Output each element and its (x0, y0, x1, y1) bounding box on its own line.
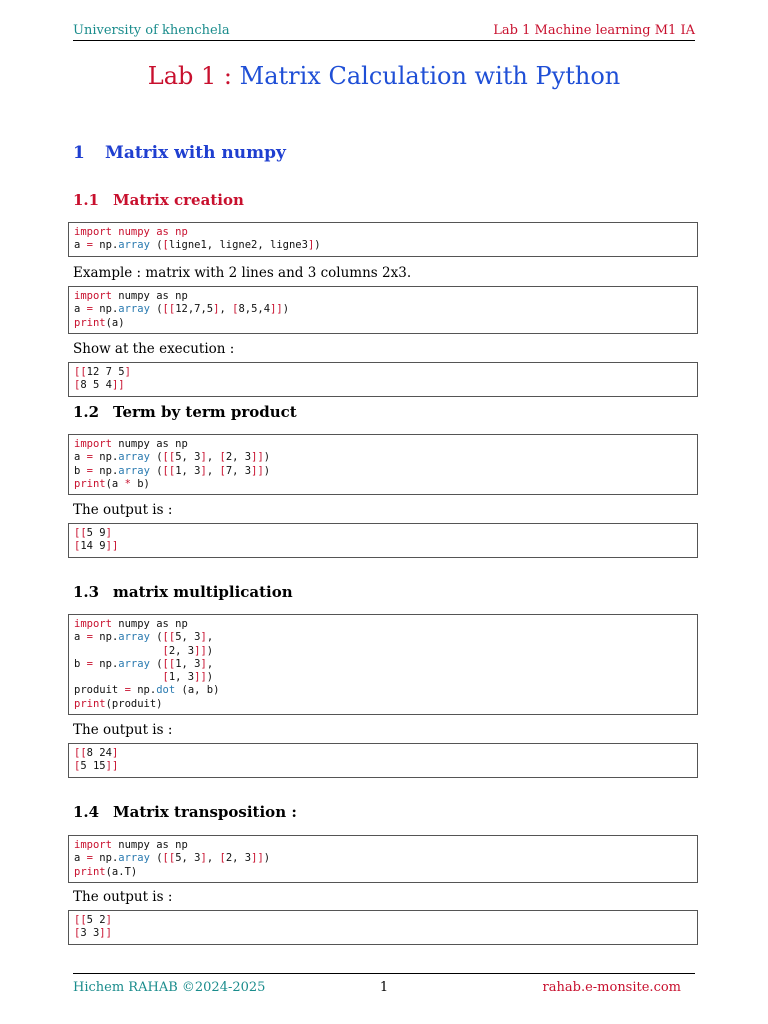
code-line: print(a * b) (74, 477, 150, 490)
code-block-matrix-multiplication (68, 614, 698, 715)
section-1-3-number: 1.3 (73, 583, 100, 601)
section-1-4-number: 1.4 (73, 803, 100, 821)
output-label: The output is : (73, 502, 173, 518)
output-line: [5 15]] (74, 760, 119, 773)
output-block-transposition (68, 910, 698, 945)
example-text: Example : matrix with 2 lines and 3 columns 2x3. (73, 265, 412, 281)
code-line: a = np.array ([ligne1, ligne2, ligne3]) (74, 239, 321, 252)
section-1-2-title: Term by term product (113, 403, 297, 421)
output-line: [3 3]] (74, 927, 112, 940)
code-line: import numpy as np (74, 438, 188, 450)
footer-website-link[interactable]: rahab.e-monsite.com (542, 980, 681, 995)
code-line: import numpy as np (74, 618, 188, 630)
code-block-transposition (68, 835, 698, 883)
output-block-creation (68, 362, 698, 397)
code-line: import numpy as np (74, 226, 188, 238)
code-line: a = np.array ([[5, 3], [2, 3]]) (74, 852, 271, 865)
code-line: a = np.array ([[12,7,5], [8,5,4]]) (74, 303, 290, 316)
section-1-1-number: 1.1 (73, 191, 100, 209)
output-line: [[8 24] (74, 747, 119, 759)
code-line: print(a) (74, 316, 125, 329)
output-line: [14 9]] (74, 540, 119, 553)
code-block-term-product (68, 434, 698, 495)
section-1-3-title: matrix multiplication (113, 583, 293, 601)
title-rest: Matrix Calculation with Python (232, 62, 621, 90)
section-1-number: 1 (73, 143, 85, 163)
page-header (73, 22, 695, 41)
section-1-1-title: Matrix creation (113, 191, 244, 209)
header-course: Lab 1 Machine learning M1 IA (493, 23, 695, 38)
code-block-example (68, 286, 698, 334)
code-line: a = np.array ([[5, 3], [2, 3]]) (74, 451, 271, 464)
section-1-1-heading (73, 191, 244, 209)
section-1-3-heading (73, 583, 293, 601)
output-label: The output is : (73, 889, 173, 905)
code-line: b = np.array ([[1, 3], (74, 657, 214, 670)
show-text: Show at the execution : (73, 341, 235, 357)
code-line: b = np.array ([[1, 3], [7, 3]]) (74, 464, 271, 477)
output-line: [[5 2] (74, 914, 112, 926)
code-line: import numpy as np (74, 290, 188, 302)
code-block-creation (68, 222, 698, 257)
page-number: 1 (379, 980, 389, 995)
output-block-term-product (68, 523, 698, 558)
title-lab: Lab 1 : (147, 62, 232, 90)
code-line: import numpy as np (74, 839, 188, 851)
footer-author: Hichem RAHAB ©2024-2025 (73, 980, 266, 995)
output-line: [[12 7 5] (74, 366, 131, 378)
section-1-heading (73, 143, 286, 163)
code-line: print(a.T) (74, 865, 138, 878)
output-line: [8 5 4]] (74, 379, 125, 392)
section-1-4-heading (73, 803, 297, 821)
output-block-matrix-multiplication (68, 743, 698, 778)
output-line: [[5 9] (74, 527, 112, 539)
page-title (0, 62, 768, 90)
code-line: a = np.array ([[5, 3], (74, 631, 214, 644)
header-university: University of khenchela (73, 23, 230, 38)
output-label: The output is : (73, 722, 173, 738)
code-line: [2, 3]]) (162, 644, 214, 657)
section-1-title: Matrix with numpy (105, 143, 286, 163)
code-line: [1, 3]]) (162, 671, 214, 684)
section-1-2-number: 1.2 (73, 403, 100, 421)
page-footer (73, 973, 695, 998)
code-line: produit = np.dot (a, b) (74, 684, 220, 697)
code-line: print(produit) (74, 697, 163, 710)
section-1-4-title: Matrix transposition : (113, 803, 297, 821)
section-1-2-heading (73, 403, 297, 421)
